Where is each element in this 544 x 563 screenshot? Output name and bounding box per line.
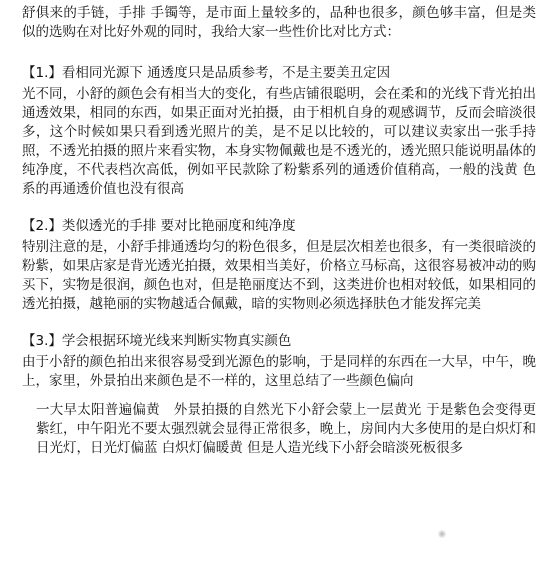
section-2-heading bbox=[6, 217, 536, 236]
intro-paragraph: 舒俱来的手链，手排 手镯等，是市面上量较多的，品种也很多，颜色够丰富，但是类似的选购在对比好外观的同时，我给大家一些性价比对比方式： bbox=[22, 5, 536, 40]
section-1-body: 光不同，小舒的颜色会有相当大的变化，有些店铺很聪明，会在柔和的光线下背光拍出通透效果，相同的东西，如果正面对光拍摄，由于相机自身的观感调节，反而会暗淡很多，这个时候如果只看到透光照片的美，是不足以比较的，可以建议卖家出一张手持照，不透光拍摄的照片来看实物，本身实物佩戴也是不透光的，透光照只能说明晶体的纯净度，不代表档次高低，例如平民款除了粉紫系列的通透价值稍高，一般的浅黄 色系的再通透价值也没有很高 bbox=[22, 86, 536, 197]
section-3-body: 由于小舒的颜色拍出来很容易受到光源色的影响，于是同样的东西在一大早，中午，晚上，家里，外景拍出来颜色是不一样的，这里总结了一些颜色偏向 bbox=[22, 354, 536, 389]
section-1-title: 看相同光源下 通透度只是品质参考，不是主要美丑定因 bbox=[61, 65, 391, 81]
section-2-title: 类似透光的手排 要对比艳丽度和纯净度 bbox=[61, 218, 296, 234]
section-3 bbox=[6, 332, 536, 458]
section-1-heading bbox=[6, 64, 536, 83]
section-3-heading bbox=[6, 332, 536, 351]
section-3-number: 【3.】 bbox=[22, 333, 62, 349]
article bbox=[6, 4, 536, 476]
section-1-number: 【1.】 bbox=[22, 65, 62, 81]
section-1 bbox=[6, 64, 536, 199]
section-3-title: 学会根据环境光线来判断实物真实颜色 bbox=[61, 333, 292, 349]
section-2-number: 【2.】 bbox=[22, 218, 62, 234]
section-2-body: 特别注意的是，小舒手排通透均匀的粉色很多，但是层次相差也很多，有一类很暗淡的粉紫，如果店家是背光透光拍摄，效果相当美好，价格立马标高，这很容易被冲动的购买下，实物是很润，颜色也对，但是艳丽度达不到，这类进价也相对较低，如果相同的透光拍摄，越艳丽的实物越适合佩戴，暗的实物则必须选择肤色才能发挥完美 bbox=[22, 239, 536, 312]
ink-smear-mark bbox=[437, 530, 447, 538]
section-2 bbox=[6, 217, 536, 314]
section-3-note: 一大早太阳普遍偏黄 外景拍摄的自然光下小舒会蒙上一层黄光 于是紫色会变得更紫红，中午阳光不要太强烈就会显得正常很多，晚上，房间内大多使用的是白炽灯和日光灯，日光灯偏蓝 白炽灯偏暖黄 但是人造光线下小舒会暗淡死板很多 bbox=[36, 402, 536, 456]
